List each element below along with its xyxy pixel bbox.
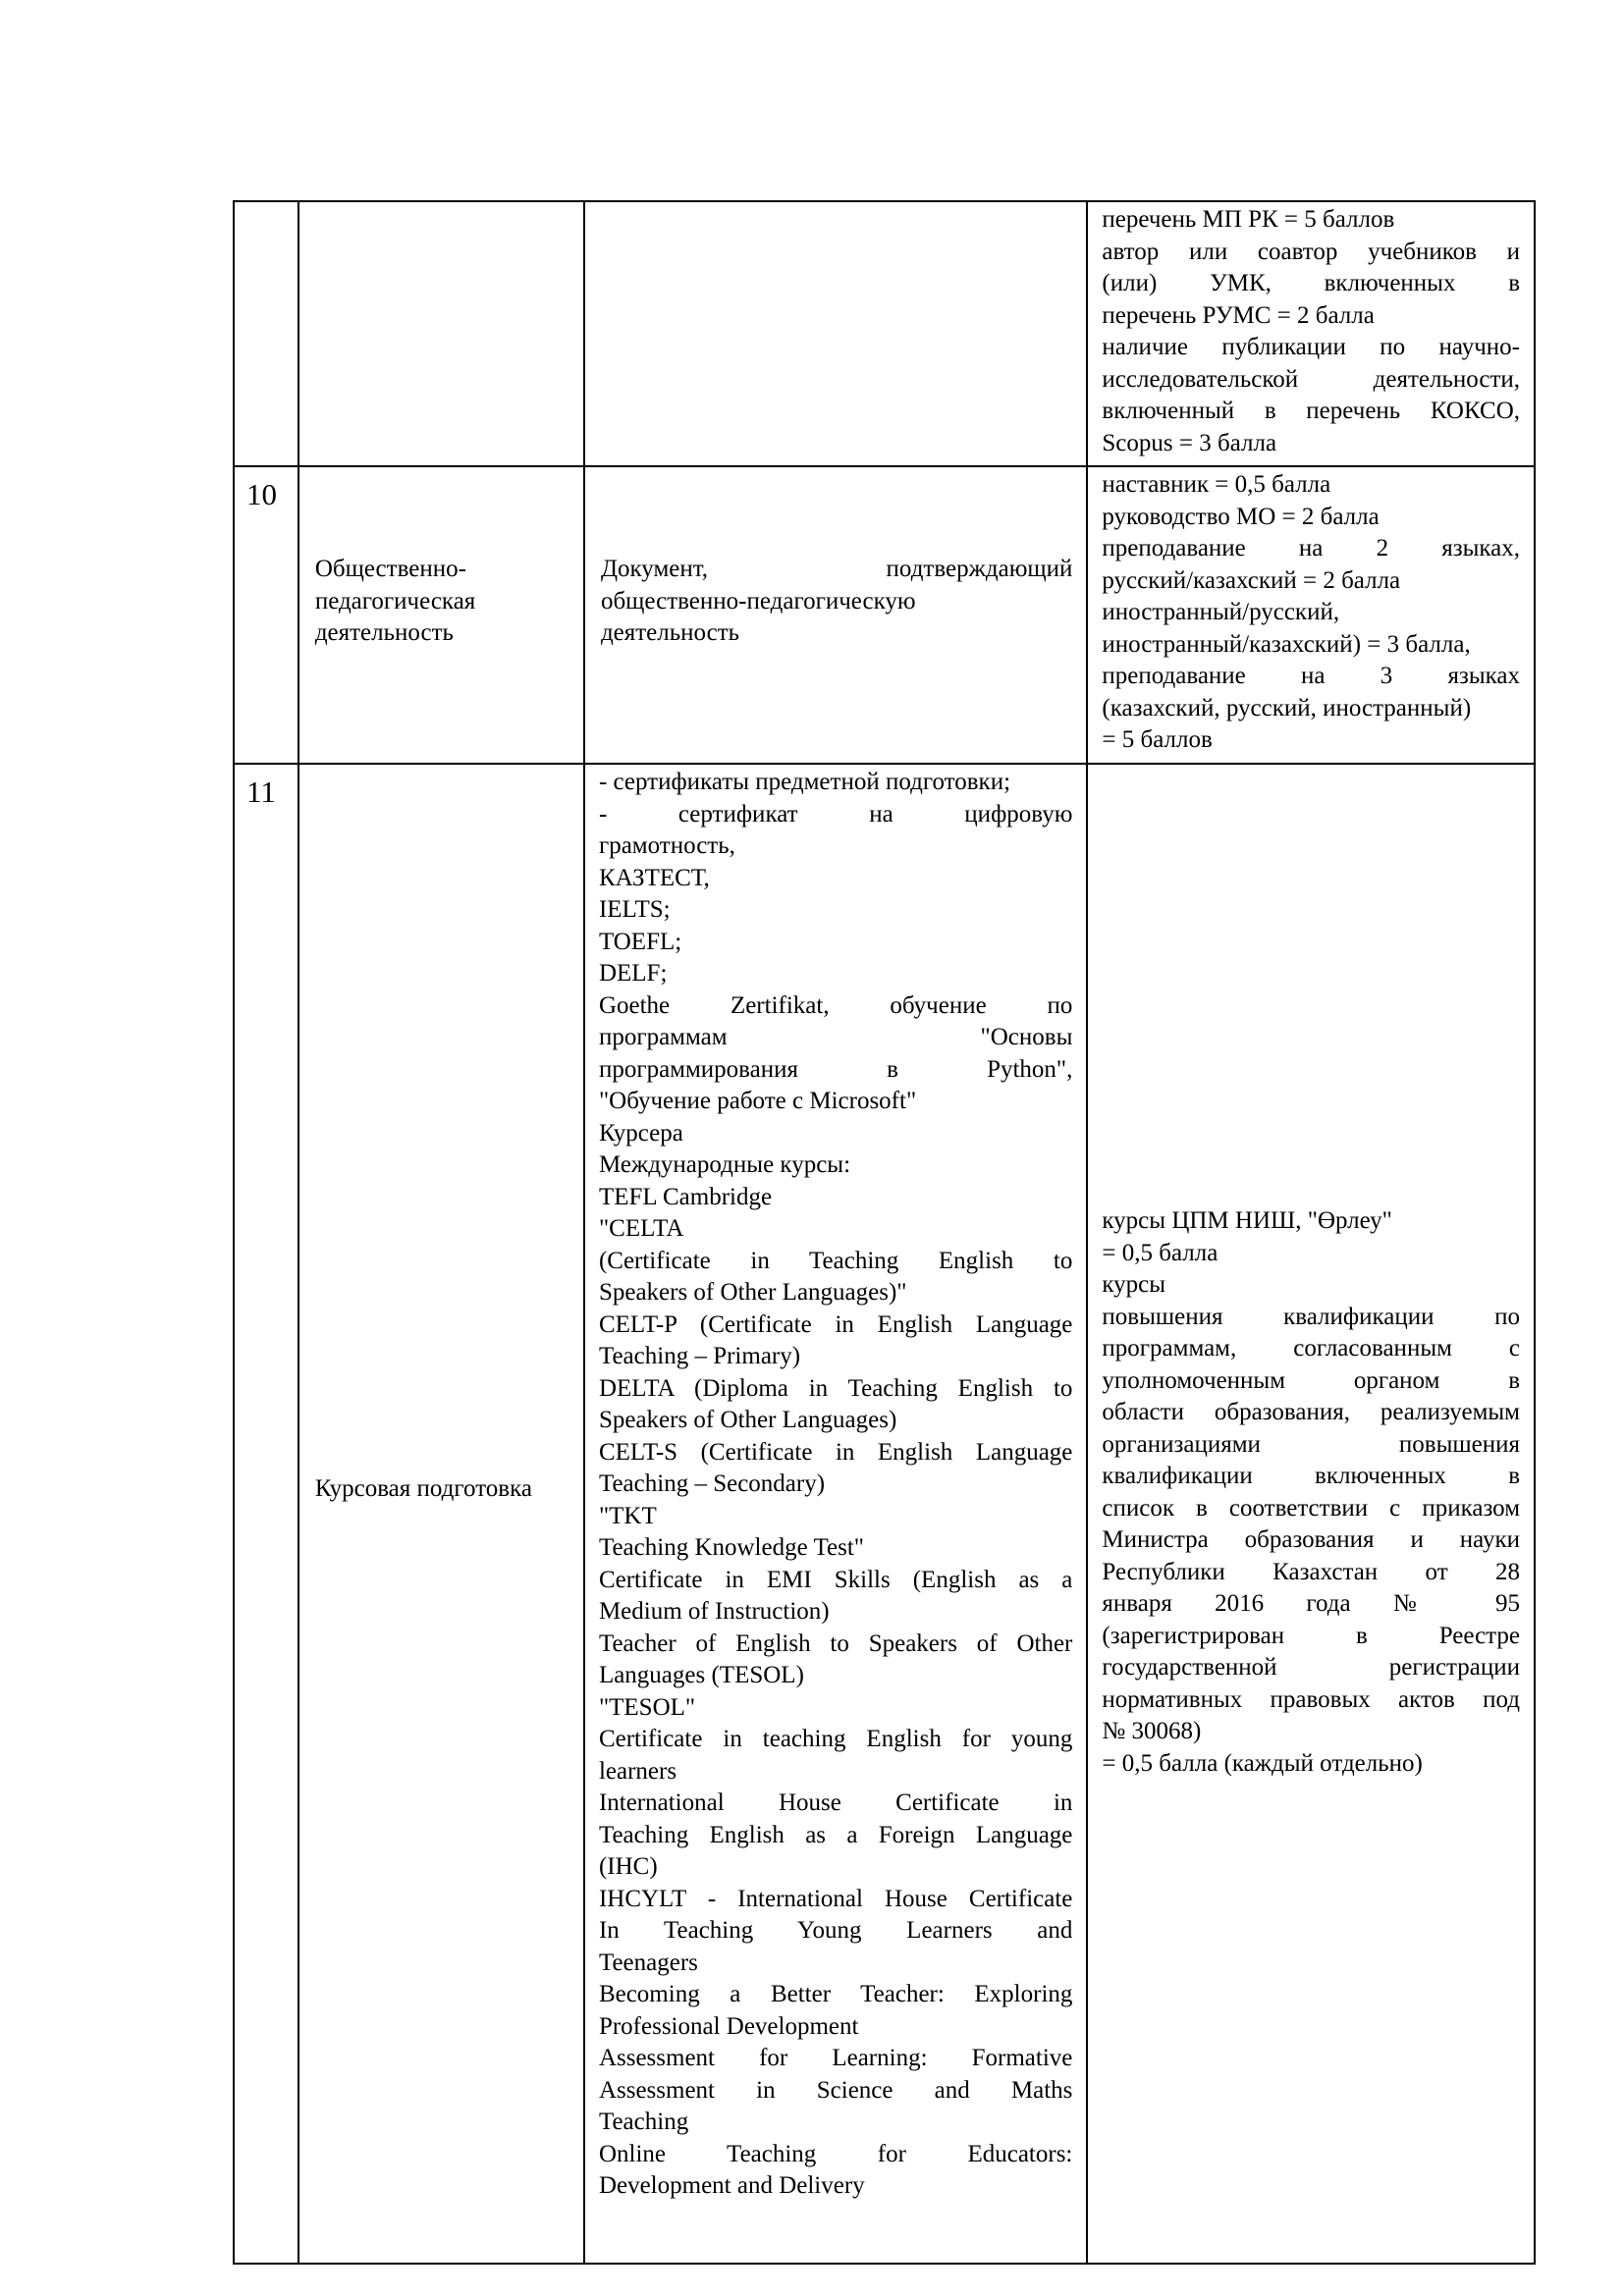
text-line: = 0,5 балла bbox=[1102, 1239, 1218, 1266]
text-line: нормативных правовых актов под bbox=[1102, 1685, 1521, 1713]
number-cell bbox=[235, 765, 299, 2263]
points-cell bbox=[1088, 467, 1534, 763]
text-line: общественно-педагогическую bbox=[600, 587, 916, 614]
document-cell bbox=[585, 765, 1088, 2263]
text-line: CELT-P (Certificate in English Language bbox=[598, 1310, 1073, 1338]
number-cell bbox=[235, 202, 299, 465]
text-line: деятельность bbox=[600, 619, 740, 646]
text-line: Professional Development bbox=[598, 2012, 859, 2040]
table-row bbox=[235, 467, 1534, 765]
text-line: TEFL Cambridge bbox=[598, 1183, 773, 1210]
row-number: 10 bbox=[246, 477, 277, 511]
text-line: № 30068) bbox=[1102, 1718, 1202, 1744]
text-line: наставник = 0,5 балла bbox=[1102, 471, 1331, 498]
points-cell bbox=[1088, 765, 1534, 2263]
text-line: Goethe Zertifikat, обучение по bbox=[598, 991, 1073, 1019]
category-cell bbox=[299, 202, 585, 465]
text-line: = 5 баллов bbox=[1102, 726, 1213, 753]
text-line: Teaching Knowledge Test" bbox=[598, 1534, 864, 1561]
points-cell bbox=[1088, 202, 1534, 465]
text-line: уполномоченным органом в bbox=[1102, 1366, 1521, 1394]
text-line: DELTA (Diploma in Teaching English to bbox=[598, 1374, 1073, 1402]
text-line: Международные курсы: bbox=[598, 1151, 851, 1178]
text-line: педагогическая bbox=[314, 587, 476, 614]
text-line: иностранный/русский, bbox=[1102, 599, 1340, 625]
document-cell bbox=[585, 202, 1088, 465]
text-line: Becoming a Better Teacher: Exploring bbox=[598, 1981, 1073, 2007]
text-line: CELT-S (Certificate in English Language bbox=[598, 1438, 1073, 1466]
text-line: Teaching – Primary) bbox=[598, 1343, 801, 1369]
text-line: In Teaching Young Learners and bbox=[598, 1917, 1073, 1944]
category-cell bbox=[299, 765, 585, 2263]
document-text bbox=[585, 554, 1086, 650]
text-line: программам, согласованным с bbox=[1102, 1335, 1521, 1362]
text-line: (зарегистрирован в Реестре bbox=[1102, 1622, 1521, 1649]
text-line: Курсера bbox=[598, 1119, 683, 1147]
text-line: Scopus = 3 балла bbox=[1102, 429, 1277, 456]
text-line: исследовательской деятельности, bbox=[1102, 365, 1521, 393]
text-line: Министра образования и науки bbox=[1102, 1526, 1521, 1553]
text-line: (или) УМК, включенных в bbox=[1102, 270, 1521, 296]
text-line: Assessment for Learning: Formative bbox=[598, 2045, 1073, 2071]
points-text bbox=[1088, 202, 1534, 459]
text-line: области образования, реализуемым bbox=[1102, 1399, 1521, 1425]
text-line: января 2016 года № 95 bbox=[1102, 1590, 1521, 1617]
text-line: Speakers of Other Languages) bbox=[598, 1407, 897, 1433]
text-line: Certificate in teaching English for young bbox=[598, 1726, 1073, 1752]
text-line: (IHC) bbox=[598, 1853, 658, 1880]
text-line: - сертификаты предметной подготовки; bbox=[598, 769, 1011, 795]
text-line: преподавание на 3 языках bbox=[1102, 663, 1521, 689]
criteria-table bbox=[233, 200, 1536, 2265]
text-line: IHCYLT - International House Certificate bbox=[598, 1885, 1073, 1912]
text-line: = 0,5 балла (каждый отдельно) bbox=[1102, 1749, 1423, 1777]
text-line: learners bbox=[598, 1757, 677, 1785]
number-cell bbox=[235, 467, 299, 763]
document-text bbox=[585, 765, 1086, 2203]
text-line: повышения квалификации по bbox=[1102, 1303, 1521, 1330]
text-line: Teacher of English to Speakers of Other bbox=[598, 1629, 1073, 1657]
text-line: перечень РУМС = 2 балла bbox=[1102, 301, 1375, 329]
document-cell bbox=[585, 467, 1088, 763]
text-line: организациями повышения bbox=[1102, 1430, 1521, 1458]
text-line: IELTS; bbox=[598, 896, 671, 923]
text-line: преподавание на 2 языках, bbox=[1102, 535, 1521, 561]
text-line: Teaching English as a Foreign Language bbox=[598, 1821, 1073, 1848]
category-cell bbox=[299, 467, 585, 763]
points-text bbox=[1088, 467, 1534, 757]
text-line: Документ, подтверждающий bbox=[600, 556, 1073, 582]
text-line: деятельность bbox=[314, 619, 454, 646]
text-line: программам "Основы bbox=[598, 1024, 1073, 1050]
text-line: Languages (TESOL) bbox=[598, 1662, 804, 1688]
text-line: программирования в Python", bbox=[598, 1055, 1073, 1083]
text-line: Teenagers bbox=[598, 1949, 698, 1976]
text-line: список в соответствии с приказом bbox=[1102, 1494, 1521, 1522]
text-line: "TESOL" bbox=[598, 1693, 696, 1721]
text-line: "CELTA bbox=[598, 1215, 684, 1242]
text-line: курсы ЦПМ НИШ, "Өрлеу" bbox=[1102, 1207, 1392, 1234]
text-line: Общественно- bbox=[314, 556, 466, 582]
table-row bbox=[235, 202, 1534, 467]
text-line: грамотность, bbox=[598, 832, 735, 859]
text-line: автор или соавтор учебников и bbox=[1102, 238, 1521, 265]
text-line: руководство МО = 2 балла bbox=[1102, 503, 1380, 530]
text-line: "Обучение работе с Microsoft" bbox=[598, 1088, 917, 1114]
table-row bbox=[235, 765, 1534, 2263]
text-line: (казахский, русский, иностранный) bbox=[1102, 694, 1472, 721]
category-text bbox=[299, 1473, 583, 1506]
text-line: International House Certificate in bbox=[598, 1789, 1073, 1816]
text-line: КАЗТЕСТ, bbox=[598, 864, 710, 891]
text-line: TOEFL; bbox=[598, 928, 682, 955]
text-line: государственной регистрации bbox=[1102, 1654, 1521, 1681]
text-line: "TKT bbox=[598, 1502, 657, 1529]
text-line: курсы bbox=[1102, 1271, 1166, 1298]
text-line: квалификации включенных в bbox=[1102, 1463, 1521, 1489]
text-line: Online Teaching for Educators: bbox=[598, 2140, 1073, 2167]
text-line: Teaching bbox=[598, 2109, 689, 2135]
text-line: Certificate in EMI Skills (English as a bbox=[598, 1566, 1073, 1593]
text-line: Speakers of Other Languages)" bbox=[598, 1279, 907, 1306]
text-line: включенный в перечень КОКСО, bbox=[1102, 398, 1521, 424]
points-text bbox=[1088, 1205, 1534, 1780]
text-line: Development and Delivery bbox=[598, 2172, 865, 2199]
text-line: наличие публикации по научно- bbox=[1102, 334, 1521, 360]
text-line: иностранный/казахский) = 3 балла, bbox=[1102, 630, 1471, 658]
text-line: DELF; bbox=[598, 960, 668, 987]
text-line: (Certificate in Teaching English to bbox=[598, 1247, 1073, 1274]
text-line: Республики Казахстан от 28 bbox=[1102, 1558, 1521, 1585]
category-text bbox=[299, 554, 583, 650]
text-line: перечень МП РК = 5 баллов bbox=[1102, 206, 1395, 233]
text-line: Курсовая подготовка bbox=[314, 1475, 532, 1502]
text-line: Teaching – Secondary) bbox=[598, 1470, 826, 1497]
text-line: Assessment in Science and Maths bbox=[598, 2076, 1073, 2104]
row-number: 11 bbox=[246, 774, 276, 809]
text-line: - сертификат на цифровую bbox=[598, 800, 1073, 828]
text-line: Medium of Instruction) bbox=[598, 1598, 830, 1625]
text-line: русский/казахский = 2 балла bbox=[1102, 566, 1401, 594]
